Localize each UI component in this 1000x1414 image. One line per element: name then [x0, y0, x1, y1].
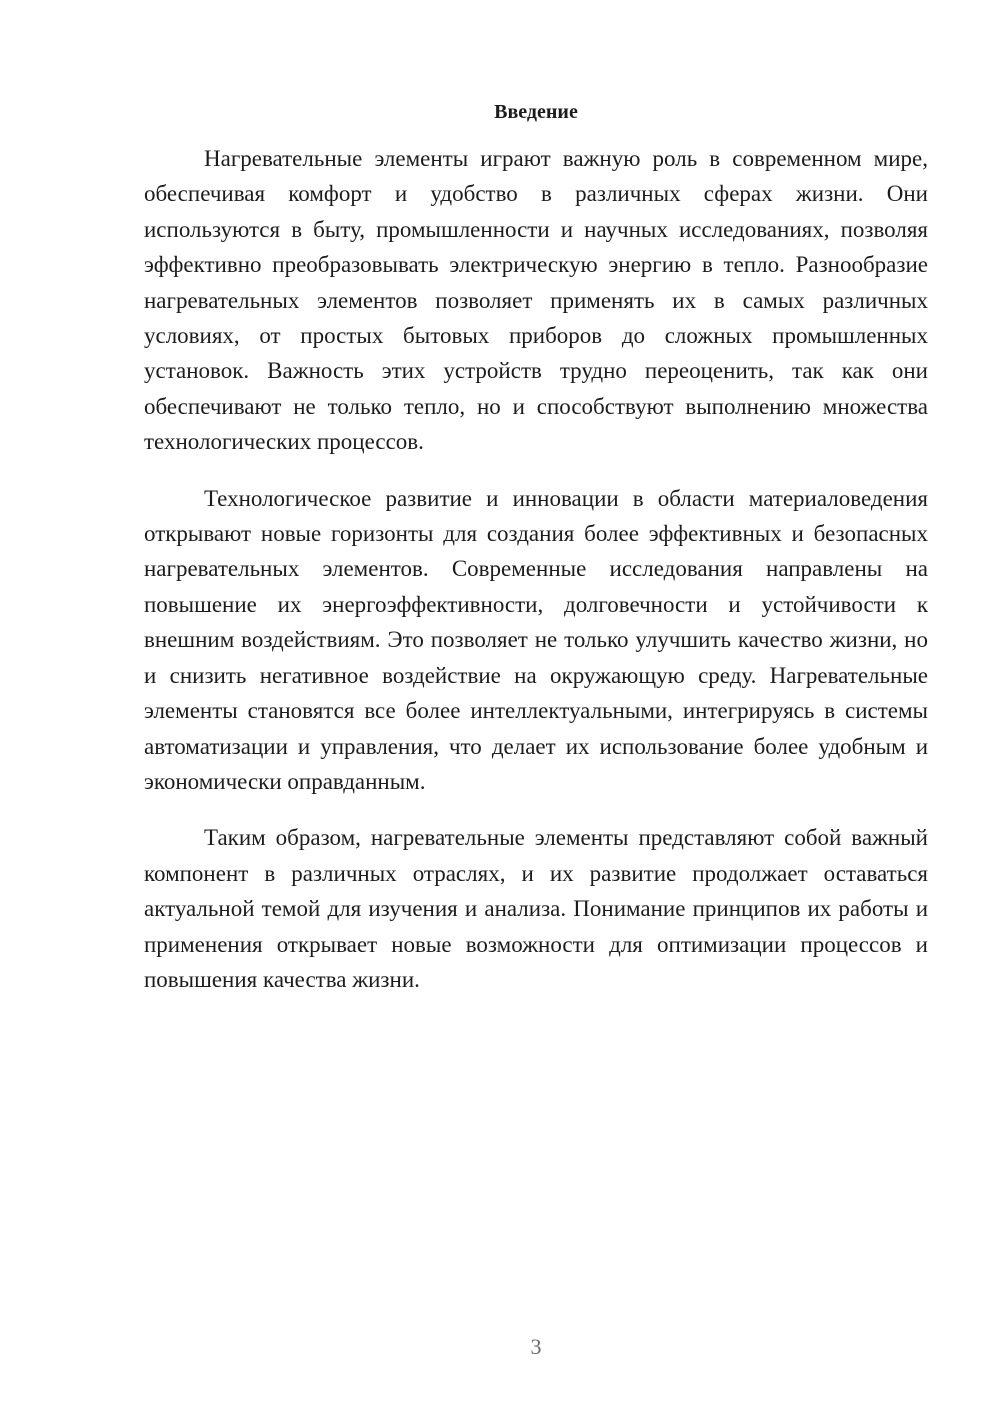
page-number: 3	[530, 1334, 542, 1359]
paragraph-2: Технологическое развитие и инновации в области материаловедения открывают новые горизонты для создания более эффективных и безопасных нагревательных элементов. Современные исследования направлены на повышение их энергоэффективности, долговечности и устойчивости к внешним воздействиям. Это позволяет не только улучшить качество жизни, но и снизить негативное воздействие на окружающую среду. Нагревательные элементы становятся все более интеллектуальными, интегрируясь в системы автоматизации и управления, что делает их использование более удобным и экономически оправданным.	[144, 485, 928, 794]
paragraph-3: Таким образом, нагревательные элементы представляют собой важный компонент в различных отраслях, и их развитие продолжает оставаться актуальной темой для изучения и анализа. Понимание принципов их работы и применения открывает новые возможности для оптимизации процессов и повышения качества жизни.	[144, 825, 928, 992]
paragraph-1: Нагревательные элементы играют важную роль в современном мире, обеспечивая комфорт и удобство в различных сферах жизни. Они используются в быту, промышленности и научных исследованиях, позволяя эффективно преобразовывать электрическую энергию в тепло. Разнообразие нагревательных элементов позволяет применять их в самых различных условиях, от простых бытовых приборов до сложных промышленных установок. Важность этих устройств трудно переоценить, так как они обеспечивают не только тепло, но и способствуют выполнению множества технологических процессов.	[144, 146, 928, 455]
page-content	[144, 96, 928, 997]
section-title: Введение	[494, 101, 578, 123]
